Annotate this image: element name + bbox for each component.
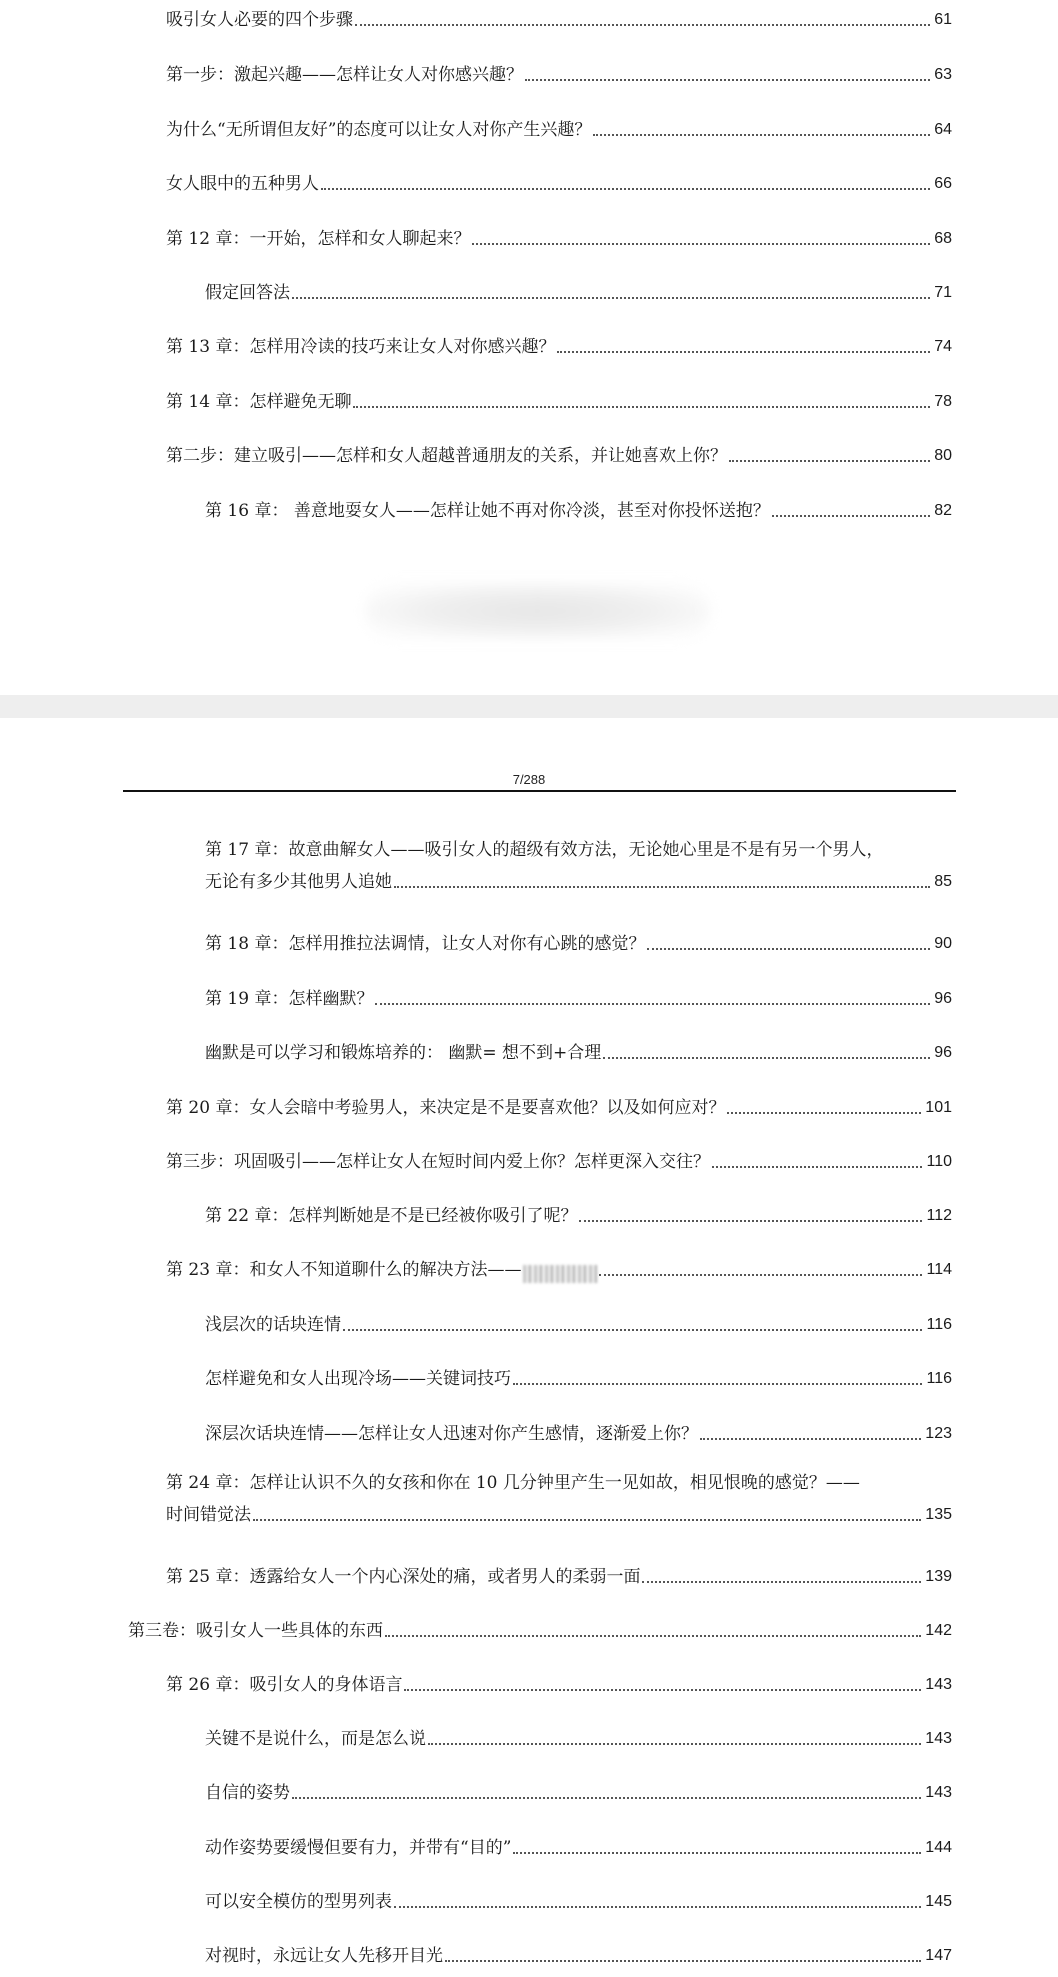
toc-entry-title: 第三卷：吸引女人一些具体的东西	[128, 1621, 383, 1641]
toc-leader-dots	[642, 1581, 921, 1583]
header-rule	[123, 790, 956, 792]
toc-entry[interactable]	[205, 280, 952, 306]
toc-entry[interactable]	[166, 1095, 952, 1121]
toc-entry-page: 143	[925, 1676, 952, 1693]
toc-leader-dots	[428, 1743, 921, 1745]
toc-entry[interactable]	[205, 931, 952, 957]
toc-entry[interactable]	[205, 1835, 952, 1861]
toc-entry-title: 第 20 章：女人会暗中考验男人，来决定是不是要喜欢他？以及如何应对？	[166, 1098, 726, 1118]
toc-entry-title: 时间错觉法	[166, 1505, 251, 1525]
toc-entry[interactable]	[166, 1149, 952, 1175]
toc-leader-dots	[727, 1112, 921, 1114]
toc-entry-page: 85	[934, 873, 952, 890]
blurred-watermark	[365, 583, 710, 639]
toc-entry-page: 74	[934, 338, 952, 355]
toc-entry-title-line1: 第 17 章：故意曲解女人——吸引女人的超级有效方法，无论她心里是不是有另一个男人，	[205, 840, 884, 860]
toc-entry-title: 关键不是说什么，而是怎么说	[205, 1729, 426, 1749]
toc-entry-page: 90	[934, 935, 952, 952]
toc-entry-row	[205, 869, 952, 895]
toc-entry[interactable]	[166, 389, 952, 415]
toc-leader-dots	[700, 1438, 921, 1440]
toc-entry-title: 第三步：巩固吸引——怎样让女人在短时间内爱上你？怎样更深入交往？	[166, 1152, 710, 1172]
toc-entry-title: 第 25 章：透露给女人一个内心深处的痛，或者男人的柔弱一面	[166, 1567, 641, 1587]
toc-entry-page: 114	[926, 1261, 952, 1278]
toc-entry-title: 第 13 章：怎样用冷读的技巧来让女人对你感兴趣？	[166, 337, 556, 357]
toc-entry-page: 116	[926, 1316, 952, 1333]
toc-entry-page: 143	[925, 1784, 952, 1801]
toc-entry[interactable]	[166, 1257, 952, 1283]
toc-entry-page: 123	[925, 1425, 952, 1442]
toc-leader-dots	[355, 24, 930, 26]
toc-entry[interactable]	[166, 117, 952, 143]
toc-entry-page: 71	[934, 284, 952, 301]
toc-entry[interactable]	[205, 1421, 952, 1447]
toc-entry-page: 147	[925, 1947, 952, 1964]
toc-leader-dots	[445, 1960, 921, 1962]
toc-entry[interactable]	[166, 171, 952, 197]
redacted-smudge	[523, 1265, 597, 1283]
toc-entry[interactable]	[205, 1943, 952, 1969]
toc-entry-page: 82	[934, 502, 952, 519]
toc-entry[interactable]	[166, 334, 952, 360]
toc-entry-title: 动作姿势要缓慢但要有力，并带有“目的”	[205, 1838, 512, 1858]
toc-leader-dots	[394, 1906, 921, 1908]
toc-entry[interactable]	[166, 1672, 952, 1698]
toc-entry-title: 第二步：建立吸引——怎样和女人超越普通朋友的关系，并让她喜欢上你？	[166, 446, 727, 466]
toc-entry-title: 第 26 章：吸引女人的身体语言	[166, 1675, 403, 1695]
toc-leader-dots	[599, 1274, 922, 1276]
toc-entry-title: 女人眼中的五种男人	[166, 174, 319, 194]
toc-entry-title: 假定回答法	[205, 283, 290, 303]
toc-entry[interactable]	[205, 1726, 952, 1752]
toc-leader-dots	[292, 1797, 921, 1799]
toc-leader-dots	[729, 460, 930, 462]
toc-entry-page: 78	[934, 393, 952, 410]
toc-leader-dots	[579, 1220, 922, 1222]
toc-entry-title: 第 18 章：怎样用推拉法调情，让女人对你有心跳的感觉？	[205, 934, 646, 954]
toc-leader-dots	[603, 1057, 930, 1059]
toc-entry-title: 第 16 章： 善意地耍女人——怎样让她不再对你冷淡，甚至对你投怀送抱？	[205, 501, 770, 521]
toc-entry-title: 幽默是可以学习和锻炼培养的： 幽默= 想不到+合理	[205, 1043, 602, 1063]
toc-entry-title: 可以安全模仿的型男列表	[205, 1892, 392, 1912]
toc-leader-dots	[513, 1852, 921, 1854]
toc-entry[interactable]	[205, 1040, 952, 1066]
toc-entry-page: 145	[925, 1893, 952, 1910]
toc-entry-page: 96	[934, 1044, 952, 1061]
page-number: 7/288	[512, 772, 546, 787]
toc-entry[interactable]	[205, 837, 952, 895]
toc-entry-title: 吸引女人必要的四个步骤	[166, 10, 353, 30]
toc-leader-dots	[404, 1689, 921, 1691]
toc-leader-dots	[513, 1383, 922, 1385]
toc-entry-page: 80	[934, 447, 952, 464]
toc-entry[interactable]	[205, 1889, 952, 1915]
toc-leader-dots	[557, 351, 930, 353]
toc-entry-page: 144	[925, 1839, 952, 1856]
toc-leader-dots	[394, 886, 930, 888]
toc-entry-page: 66	[934, 175, 952, 192]
toc-entry-title: 无论有多少其他男人追她	[205, 872, 392, 892]
toc-leader-dots	[525, 79, 930, 81]
toc-entry-title-line1: 第 24 章：怎样让认识不久的女孩和你在 10 几分钟里产生一见如故，相见恨晚的感觉？——	[166, 1473, 860, 1493]
toc-entry[interactable]	[166, 443, 952, 469]
toc-entry[interactable]	[166, 1564, 952, 1590]
toc-entry-title: 怎样避免和女人出现冷场——关键词技巧	[205, 1369, 511, 1389]
toc-leader-dots	[375, 1003, 930, 1005]
toc-entry-title: 第 14 章：怎样避免无聊	[166, 392, 352, 412]
toc-entry-page: 64	[934, 121, 952, 138]
toc-entry-page: 68	[934, 230, 952, 247]
toc-leader-dots	[472, 243, 930, 245]
toc-entry-title: 自信的姿势	[205, 1783, 290, 1803]
toc-entry[interactable]	[166, 62, 952, 88]
toc-entry-page: 61	[934, 11, 952, 28]
toc-entry-page: 143	[925, 1730, 952, 1747]
page-separator	[0, 695, 1058, 718]
toc-leader-dots	[772, 515, 930, 517]
toc-entry-page: 116	[926, 1370, 952, 1387]
toc-entry-page: 63	[934, 66, 952, 83]
toc-entry-page: 110	[926, 1153, 952, 1170]
toc-entry[interactable]	[205, 1203, 952, 1229]
toc-entry[interactable]	[166, 7, 952, 33]
toc-entry-title: 深层次话块连情——怎样让女人迅速对你产生感情，逐渐爱上你？	[205, 1424, 698, 1444]
toc-entry-page: 135	[925, 1506, 952, 1523]
toc-entry-title: 为什么“无所谓但友好”的态度可以让女人对你产生兴趣？	[166, 120, 592, 140]
toc-entry-page: 142	[925, 1622, 952, 1639]
toc-leader-dots	[292, 297, 930, 299]
toc-entry-page: 96	[934, 990, 952, 1007]
toc-entry[interactable]	[205, 986, 952, 1012]
toc-entry[interactable]	[128, 1618, 952, 1644]
toc-leader-dots	[647, 948, 930, 950]
toc-entry-title: 对视时，永远让女人先移开目光	[205, 1946, 443, 1966]
toc-entry-page: 139	[925, 1568, 952, 1585]
toc-entry-title: 浅层次的话块连情	[205, 1315, 341, 1335]
toc-entry-title: 第 19 章：怎样幽默？	[205, 989, 374, 1009]
toc-entry-page: 101	[925, 1099, 952, 1116]
toc-entry-title: 第 23 章：和女人不知道聊什么的解决方法——	[166, 1260, 522, 1280]
toc-entry[interactable]	[166, 226, 952, 252]
toc-leader-dots	[593, 134, 930, 136]
toc-entry[interactable]	[205, 1780, 952, 1806]
toc-leader-dots	[385, 1635, 921, 1637]
toc-leader-dots	[353, 406, 930, 408]
toc-entry[interactable]	[205, 1366, 952, 1392]
toc-entry-row	[166, 1502, 952, 1528]
toc-leader-dots	[343, 1329, 922, 1331]
toc-entry[interactable]	[166, 1470, 952, 1528]
toc-entry-page: 112	[926, 1207, 952, 1224]
toc-entry-title: 第一步：激起兴趣——怎样让女人对你感兴趣？	[166, 65, 523, 85]
toc-entry[interactable]	[205, 1312, 952, 1338]
toc-leader-dots	[321, 188, 930, 190]
toc-entry[interactable]	[205, 498, 952, 524]
toc-entry-title: 第 12 章：一开始，怎样和女人聊起来？	[166, 229, 471, 249]
toc-leader-dots	[253, 1519, 921, 1521]
toc-leader-dots	[712, 1166, 922, 1168]
toc-entry-title: 第 22 章：怎样判断她是不是已经被你吸引了呢？	[205, 1206, 578, 1226]
